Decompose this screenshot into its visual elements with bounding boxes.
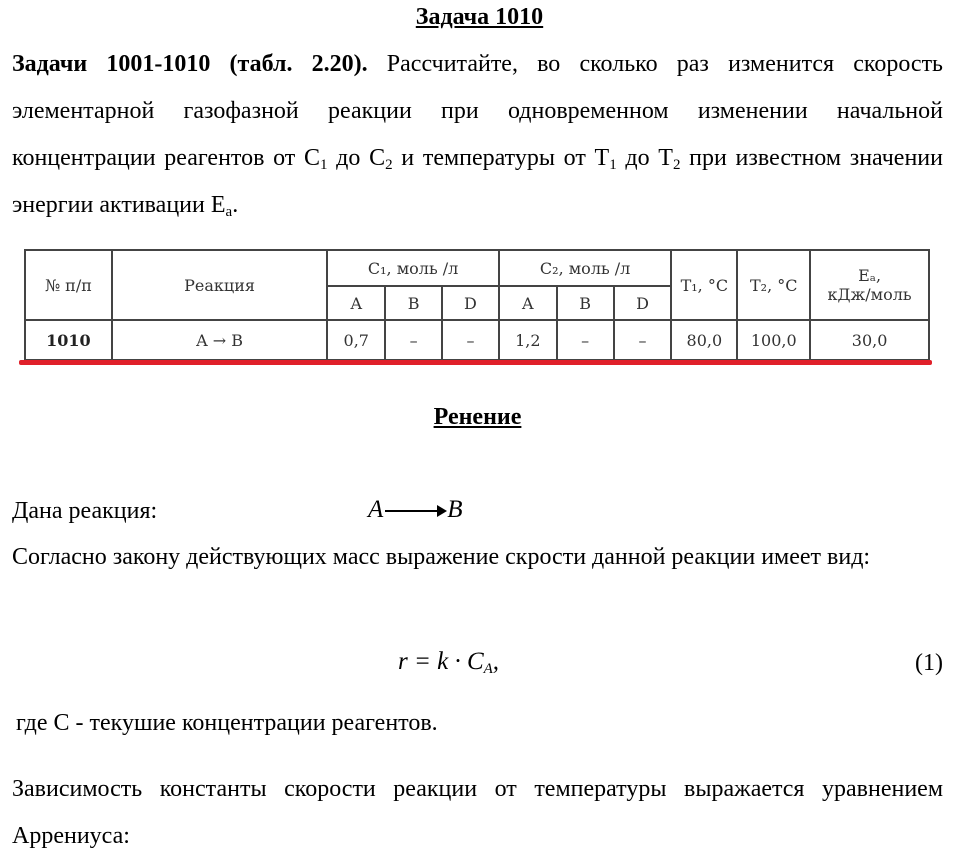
subscript: 2 <box>672 157 681 173</box>
header-c1: C₁, моль /л <box>327 250 499 286</box>
header-t2: T₂, °C <box>737 250 810 320</box>
statement-text: и температуры от T <box>392 145 610 171</box>
subheader-b: B <box>385 286 442 320</box>
subscript: a <box>225 204 233 220</box>
cell-c1-a: 0,7 <box>327 320 385 360</box>
statement-text: до C <box>327 145 386 171</box>
statement-text: . <box>232 192 239 218</box>
right-arrow-icon <box>385 510 445 512</box>
rate-formula <box>398 648 499 676</box>
statement-text: до T <box>616 145 673 171</box>
subheader-d: D <box>442 286 499 320</box>
cell-t1: 80,0 <box>671 320 737 360</box>
subscript: 1 <box>609 157 617 173</box>
cell-reaction: A → B <box>112 320 327 360</box>
reaction-equation <box>368 496 463 524</box>
cell-c2-b: – <box>557 320 614 360</box>
header-reaction: Реакция <box>112 250 327 320</box>
red-underline <box>19 360 932 365</box>
subheader-a: A <box>327 286 385 320</box>
cell-c1-b: – <box>385 320 442 360</box>
header-c2: C₂, моль /л <box>499 250 672 286</box>
equation-number: (1) <box>915 650 943 676</box>
cell-c1-d: – <box>442 320 499 360</box>
problem-statement <box>12 41 943 229</box>
arrhenius-text: Зависимость константы скорости реакции от температуры выражается уравнением Аррениуса: <box>12 776 943 849</box>
header-ea-unit: кДж/моль <box>827 285 912 304</box>
statement-text: Рассчитайте, во сколько раз изменится скорость элементарной газофазной реакции при одновременном изменении начальной концентрации реагентов от C <box>12 51 943 171</box>
subheader-a: A <box>499 286 557 320</box>
cell-t2: 100,0 <box>737 320 810 360</box>
cell-ea: 30,0 <box>810 320 929 360</box>
formula-main: r = k · C <box>398 648 484 675</box>
problem-range-label: Задачи 1001-1010 (табл. 2.20). <box>12 51 368 77</box>
header-ea <box>810 250 929 320</box>
header-number: № п/п <box>25 250 112 320</box>
reactant: A <box>368 496 384 523</box>
data-table <box>24 249 930 361</box>
statement-text: при известном значении энергии активации E <box>12 145 943 218</box>
cell-c2-d: – <box>614 320 672 360</box>
subscript: 1 <box>319 157 328 173</box>
subscript: 2 <box>385 157 393 173</box>
product: B <box>447 496 463 523</box>
header-t1: T₁, °C <box>671 250 737 320</box>
data-table-wrapper <box>24 249 930 361</box>
subheader-d: D <box>614 286 672 320</box>
solution-title: Ренение <box>433 404 522 430</box>
mass-action-text: Согласно закону действующих масс выражение скрости данной реакции имеет вид: <box>12 544 871 570</box>
problem-title: Задача 1010 <box>415 4 544 30</box>
cell-number: 1010 <box>25 320 112 360</box>
subheader-b: B <box>557 286 614 320</box>
formula-subscript: A <box>483 661 493 677</box>
cell-c2-a: 1,2 <box>499 320 557 360</box>
header-ea-symbol: Eₐ, <box>858 266 882 285</box>
where-text: где C - текушие концентрации реагентов. <box>16 710 438 736</box>
given-label: Дана реакция: <box>12 498 158 524</box>
formula-tail: , <box>492 648 500 675</box>
table-row <box>25 320 929 360</box>
